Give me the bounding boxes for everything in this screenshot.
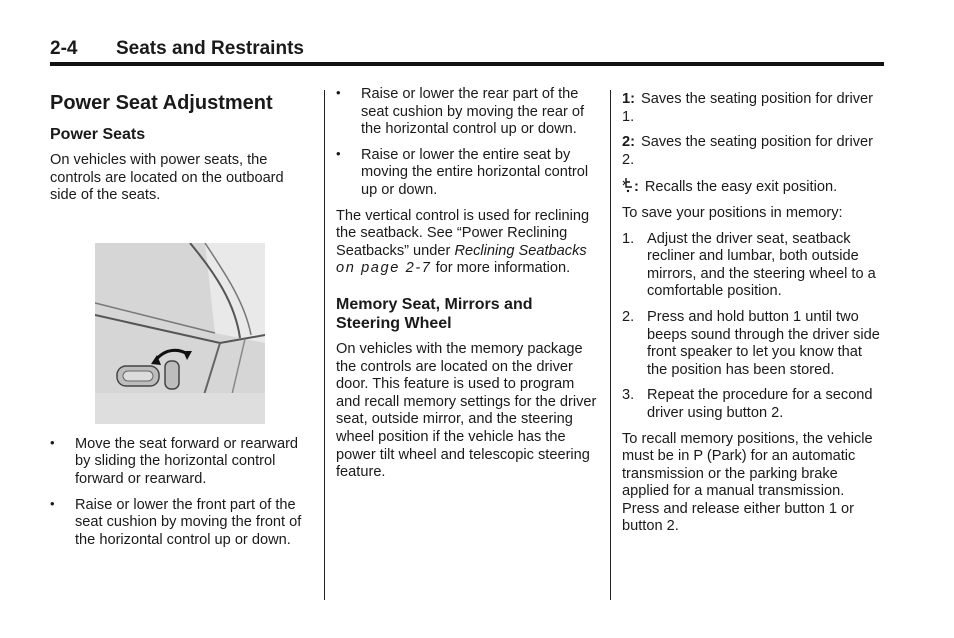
list-item: • Raise or lower the entire seat by moving the entire horizontal control up or down.	[336, 145, 589, 198]
column-2	[336, 86, 598, 490]
exit-button-description: : Recalls the easy exit position.	[622, 177, 884, 197]
section-title: Seats and Restraints	[116, 38, 304, 59]
cross-reference-link[interactable]: Reclining Seatbacks	[454, 242, 587, 259]
list-item: 2. Press and hold button 1 until two beeps sound through the driver side front speaker to let you know that the position has been stored.	[622, 308, 880, 378]
recline-paragraph: The vertical control is used for reclining the seatback. See “Power Reclining Seatbacks” under Reclining Seatbacks on page 2-7 for more information.	[336, 207, 590, 277]
save-intro: To save your positions in memory:	[622, 204, 843, 221]
column-divider	[610, 90, 611, 600]
subsection-heading: Power Seats	[50, 126, 146, 143]
intro-paragraph: On vehicles with power seats, the controls are located on the outboard side of the seats.	[50, 152, 284, 204]
column-3	[622, 91, 884, 544]
button-2-description: 2: Saves the seating position for driver 2.	[622, 134, 873, 168]
list-item: • Move the seat forward or rearward by sliding the horizontal control forward or rearward.	[50, 434, 299, 487]
list-item: • Raise or lower the rear part of the seat cushion by moving the rear of the horizontal control up or down.	[336, 85, 585, 138]
button-1-description: 1: Saves the seating position for driver 1.	[622, 91, 873, 125]
memory-paragraph: On vehicles with the memory package the controls are located on the driver door. This feature is used to program and recall memory settings for the driver seat, outside mirror, and the steering wheel position if the vehicle has the power tilt wheel and telescopic steering feature.	[336, 340, 597, 481]
list-item: 3. Repeat the procedure for a second driver using button 2.	[622, 387, 873, 421]
cross-reference-page[interactable]: on page 2-7	[336, 260, 432, 277]
seat-controls-illustration	[95, 243, 265, 424]
list-item: 1. Adjust the driver seat, seatback recliner and lumbar, both outside mirrors, and the steering wheel to a comfortable position.	[622, 230, 876, 300]
subsection-heading: Memory Seat, Mirrors and Steering Wheel	[336, 295, 533, 332]
list-item: • Raise or lower the front part of the seat cushion by moving the front of the horizontal control up or down.	[50, 495, 302, 548]
recall-paragraph: To recall memory positions, the vehicle must be in P (Park) for an automatic transmission or the parking brake applied for a manual transmission. Press and release either button 1 or button 2.	[622, 430, 873, 535]
header-rule	[50, 62, 884, 66]
page-header	[50, 38, 884, 64]
column-divider	[324, 90, 325, 600]
section-heading: Power Seat Adjustment	[50, 92, 273, 114]
column-1	[50, 88, 312, 557]
exit-seat-icon	[622, 177, 634, 193]
page-number: 2-4	[50, 38, 78, 59]
